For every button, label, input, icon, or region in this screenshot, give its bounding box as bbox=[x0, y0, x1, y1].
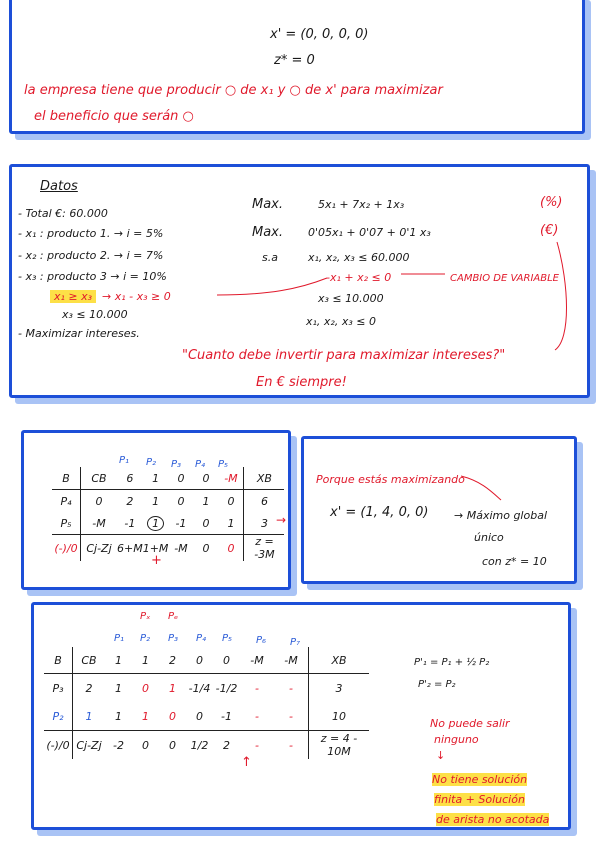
p-label: P₄ bbox=[195, 459, 206, 470]
data-item-x1: - x₁ : producto 1. → i = 5% bbox=[18, 227, 164, 240]
result-solution: x' = (1, 4, 0, 0) bbox=[330, 505, 429, 520]
note-arrow-icon: ↓ bbox=[436, 749, 446, 762]
top-label-px: Pₓ bbox=[140, 611, 151, 622]
tableau-1 bbox=[52, 467, 287, 561]
data-item-x3: - x₃ : producto 3 → i = 10% bbox=[18, 270, 167, 283]
data-item-total: - Total €: 60.000 bbox=[18, 207, 108, 220]
result-z-value: con z* = 10 bbox=[482, 555, 547, 568]
maximize-goal: - Maximizar intereses. bbox=[18, 327, 140, 340]
entering-column-arrow-icon: ↑ bbox=[241, 755, 252, 770]
question-text: "Cuanto debe invertir para maximizar intereses?" bbox=[182, 348, 506, 363]
sa-expr-2: -x₁ + x₂ ≤ 0 bbox=[326, 271, 392, 284]
table-row: P₅ -M -1 1 -1 0 1 3 bbox=[52, 512, 284, 535]
sa-expr: x₁, x₂, x₃ ≤ 60.000 bbox=[308, 251, 410, 264]
row-op-1: P'₁ = P₁ + ½ P₂ bbox=[414, 657, 490, 668]
max2-label: Max. bbox=[252, 225, 284, 240]
p-label: P₅ bbox=[218, 459, 229, 470]
row-op-2: P'₂ = P₂ bbox=[418, 679, 456, 690]
top-label-pe: Pₑ bbox=[168, 611, 179, 622]
leaving-row-arrow-icon: → bbox=[276, 513, 287, 527]
entering-variable-mark: + bbox=[151, 553, 162, 568]
note-finite: finita + Solución bbox=[434, 793, 525, 806]
p-label: P₁ bbox=[119, 455, 130, 466]
solution-vector: x' = (0, 0, 0, 0) bbox=[270, 27, 369, 42]
unit-percent: (%) bbox=[540, 195, 563, 210]
simplex-tableau-2-card bbox=[31, 602, 571, 830]
note-no-solution: No tiene solución bbox=[432, 773, 528, 786]
max1-expr: 5x₁ + 7x₂ + 1x₃ bbox=[318, 198, 405, 211]
unit-euro: (€) bbox=[540, 223, 559, 238]
solution-card bbox=[9, 0, 585, 134]
result-reason: Porque estás maximizando bbox=[316, 473, 465, 486]
sa-expr-3: x₃ ≤ 10.000 bbox=[318, 292, 384, 305]
sa-expr-4: x₁, x₂, x₃ ≤ 0 bbox=[306, 315, 376, 328]
simplex-tableau-1-card bbox=[21, 430, 291, 590]
note-unbounded-edge: de arista no acotada bbox=[436, 813, 550, 826]
table-row: B CB 6 1 0 0 -M XB bbox=[52, 467, 284, 490]
p-label: P₇ bbox=[290, 637, 301, 648]
result-card bbox=[301, 436, 577, 584]
pivot-cell: 1 bbox=[143, 512, 169, 535]
note-none: ninguno bbox=[434, 733, 479, 746]
table-row: P₃ 2 1 0 1 -1/4 -1/2 - - 3 bbox=[44, 674, 369, 703]
constraint-transform: → x₁ - x₃ ≥ 0 bbox=[102, 290, 171, 303]
tableau-2 bbox=[44, 647, 369, 759]
conclusion-line-2: el beneficio que serán ○ bbox=[34, 109, 194, 124]
data-item-x2: - x₂ : producto 2. → i = 7% bbox=[18, 249, 164, 262]
x3-limit: x₃ ≤ 10.000 bbox=[62, 308, 128, 321]
optimal-z: z* = 0 bbox=[274, 53, 315, 68]
sa-label: s.a bbox=[262, 251, 278, 264]
p-label: P₆ bbox=[256, 635, 267, 646]
result-global-max: → Máximo global bbox=[454, 509, 548, 522]
data-title: Datos bbox=[40, 179, 78, 194]
p-label: P₄ bbox=[196, 633, 207, 644]
p-label: P₂ bbox=[140, 633, 151, 644]
max2-expr: 0'05x₁ + 0'07 + 0'1 x₃ bbox=[308, 226, 431, 239]
table-row: (-)/0 Cj-Zj 6+M 1+M -M 0 0 z = -3M bbox=[52, 535, 284, 562]
max1-label: Max. bbox=[252, 197, 284, 212]
data-card bbox=[9, 164, 590, 398]
result-unique: único bbox=[474, 531, 504, 544]
p-label: P₅ bbox=[222, 633, 233, 644]
table-row: P₂ 1 1 1 0 0 -1 - - 10 bbox=[44, 702, 369, 731]
p-label: P₁ bbox=[114, 633, 125, 644]
note-no-leaving: No puede salir bbox=[430, 717, 510, 730]
table-row: P₄ 0 2 1 0 1 0 6 bbox=[52, 490, 284, 513]
constraint-highlight: x₁ ≥ x₃ bbox=[50, 290, 96, 303]
table-row: (-)/0 Cj-Zj -2 0 0 1/2 2 - - z = 4 - 10M bbox=[44, 731, 369, 760]
conclusion-line-1: la empresa tiene que producir ○ de x₁ y ○ de x' para maximizar bbox=[24, 83, 443, 98]
p-label: P₃ bbox=[168, 633, 179, 644]
result-arrow bbox=[301, 436, 577, 584]
p-label: P₃ bbox=[171, 459, 182, 470]
answer-text: En € siempre! bbox=[256, 375, 347, 390]
p-label: P₂ bbox=[146, 457, 157, 468]
table-row: B CB 1 1 2 0 0 -M -M XB bbox=[44, 647, 369, 674]
transform-arrow bbox=[9, 164, 590, 398]
change-of-variable-label: CAMBIO DE VARIABLE bbox=[450, 273, 559, 284]
